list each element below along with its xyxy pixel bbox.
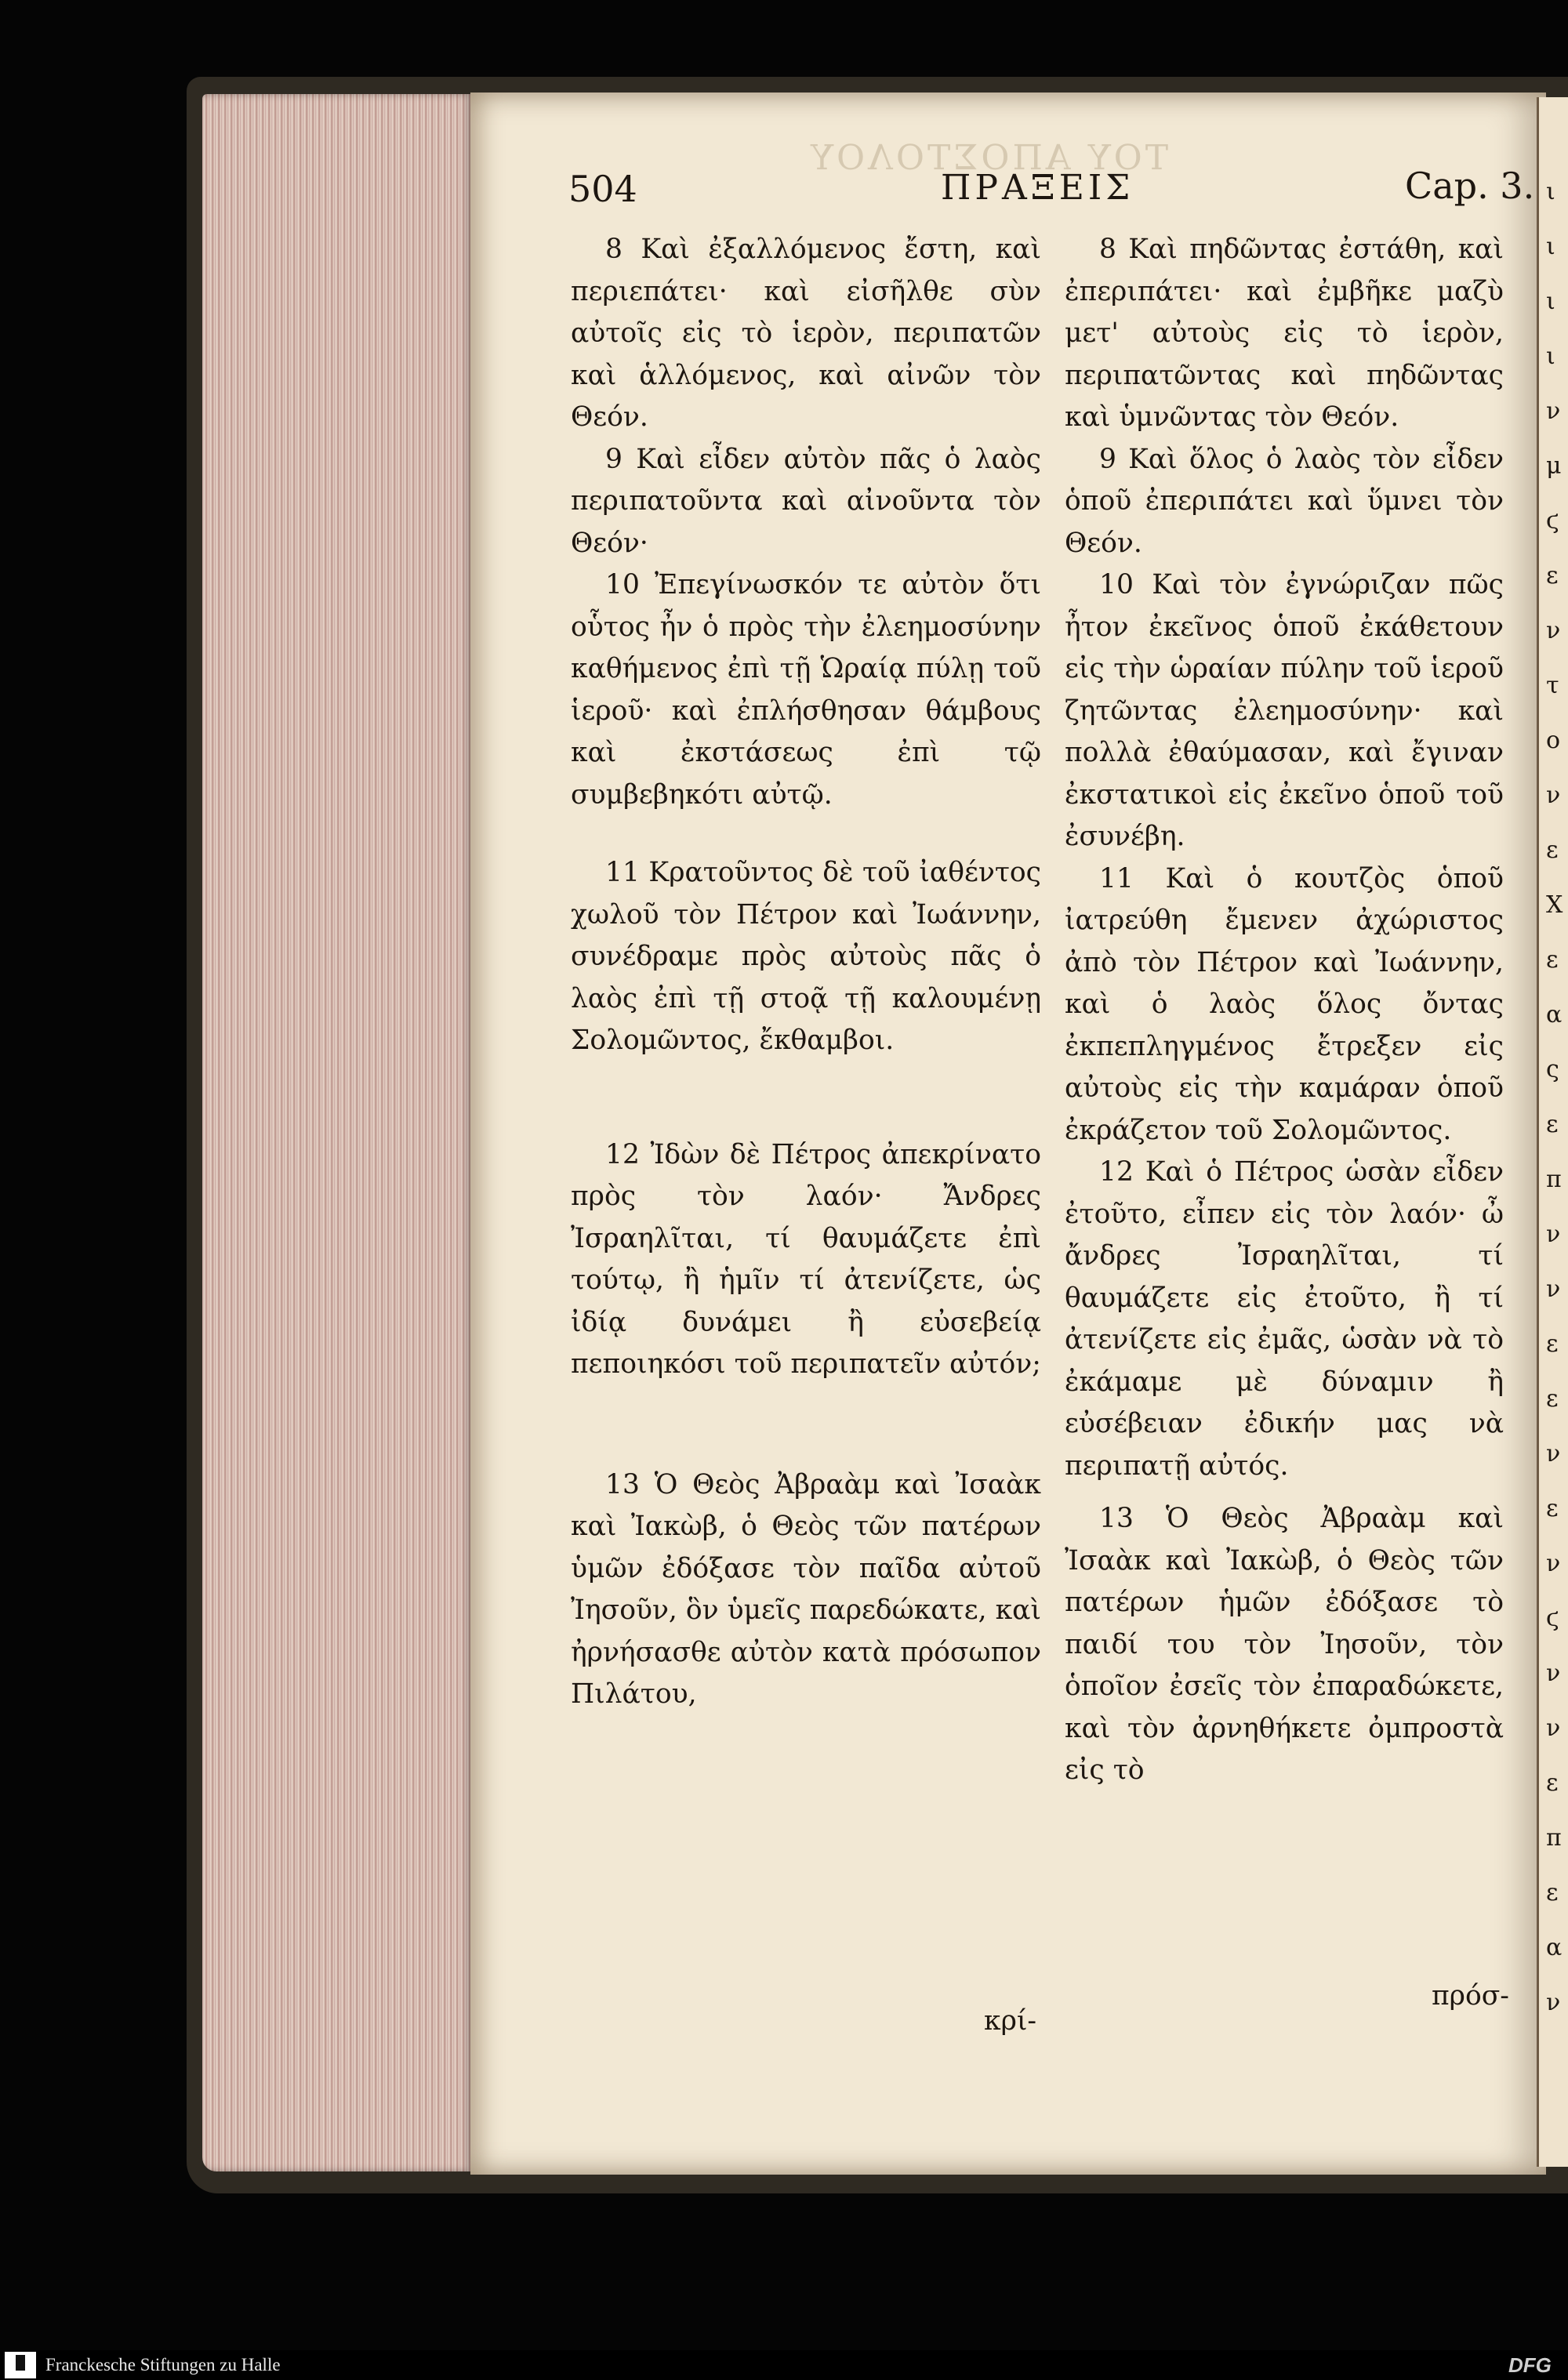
verse-number: 10 <box>1099 569 1134 600</box>
verse-number: 10 <box>605 569 640 600</box>
page-number: 504 <box>568 168 637 210</box>
dfg-logo: DFG <box>1508 2353 1552 2377</box>
verse-number: 9 <box>605 443 622 475</box>
verse-right-12 <box>1065 1152 1504 1487</box>
facing-page-glyphs: ι ι ι ι ν μ ϛ ε ν τ ο ν ε Χ ε α ς ε π ν ν ε ε ν ε ν ϛ ν ν ε π ε α ν <box>1546 178 1563 2016</box>
verse-text: Καὶ ὁ κουτζὸς ὁποῦ ἰατρεύθη ἔμενεν ἀχώριστος ἀπὸ τὸν Πέτρον καὶ Ἰωάννην, καὶ ὁ λαὸς ὅλος ὄντας ἐκπεπληγμένος ἔτρεξεν εἰς αὐτοὺς εἰς τὴν καμάραν ὁποῦ ἐκράζετον τοῦ Σολομῶντος. <box>1065 862 1504 1146</box>
verse-number: 13 <box>605 1468 640 1500</box>
verse-right-11 <box>1065 858 1504 1152</box>
verse-text: Ἐπεγίνωσκόν τε αὐτὸν ὅτι οὗτος ἦν ὁ πρὸς τὴν ἐλεημοσύνην καθήμενος ἐπὶ τῇ Ὡραίᾳ πύλῃ τοῦ ἱεροῦ· καὶ ἐπλήσθησαν θάμβους καὶ ἐκστάσεως ἐπὶ τῷ συμβεβηκότι αὐτῷ. <box>571 569 1041 811</box>
verse-number: 12 <box>1099 1156 1134 1188</box>
page-edges <box>202 94 473 2171</box>
verse-text: Ὁ Θεὸς Ἀβραὰμ καὶ Ἰσαὰκ καὶ Ἰακὼβ, ὁ Θεὸς τῶν πατέρων ὑμῶν ἐδόξασε τὸν παῖδα αὐτοῦ Ἰησοῦν, ὃν ὑμεῖς παρεδώκατε, καὶ ἠρνήσασθε αὐτὸν κατὰ πρόσωπον Πιλάτου, <box>571 1468 1041 1710</box>
verse-text: Κρατοῦντος δὲ τοῦ ἰαθέντος χωλοῦ τὸν Πέτρον καὶ Ἰωάννην, συνέδραμε πρὸς αὐτοὺς πᾶς ὁ λαὸς ἐπὶ τῇ στοᾷ τῇ καλουμένῃ Σολομῶντος, ἔκθαμβοι. <box>571 857 1041 1056</box>
verse-number: 8 <box>605 234 622 265</box>
right-column <box>1065 229 1504 1792</box>
verse-left-13 <box>571 1464 1041 1716</box>
verse-number: 9 <box>1099 443 1116 475</box>
verse-text: Ἰδὼν δὲ Πέτρος ἀπεκρίνατο πρὸς τὸν λαόν· Ἄνδρες Ἰσραηλῖται, τί θαυμάζετε ἐπὶ τούτῳ, ἢ ἡμῖν τί ἀτενίζετε, ὡς ἰδίᾳ δυνάμει ἢ εὐσεβείᾳ πεποιηκόσι τοῦ περιπατεῖν αὐτόν; <box>571 1138 1041 1380</box>
verse-number: 12 <box>605 1138 640 1170</box>
institution-name: Franckesche Stiftungen zu Halle <box>45 2355 281 2375</box>
verse-right-9 <box>1065 439 1504 565</box>
verse-text: Καὶ πηδῶντας ἐστάθη, καὶ ἐπεριπάτει· καὶ ἐμβῆκε μαζὺ μετ' αὐτοὺς εἰς τὸ ἱερὸν, περιπατῶντας καὶ πηδῶντας καὶ ὑμνῶντας τὸν Θεόν. <box>1065 234 1504 433</box>
catchword-right: πρόσ- <box>1432 1980 1509 2012</box>
verse-text: Καὶ εἶδεν αὐτὸν πᾶς ὁ λαὸς περιπατοῦντα καὶ αἰνοῦντα τὸν Θεόν· <box>571 443 1042 559</box>
verse-text: Καὶ ὅλος ὁ λαὸς τὸν εἶδεν ὁποῦ ἐπεριπάτει καὶ ὕμνει τὸν Θεόν. <box>1065 443 1504 559</box>
catchword-left: κρί- <box>984 2005 1037 2037</box>
verse-number: 13 <box>1099 1503 1134 1534</box>
running-head: ΠΡΑΞΕΙΣ <box>941 168 1134 208</box>
verse-left-9 <box>571 439 1041 565</box>
verse-left-8 <box>571 229 1041 439</box>
left-column <box>571 229 1041 1716</box>
verse-left-12 <box>571 1134 1041 1386</box>
verse-text: Καὶ τὸν ἐγνώριζαν πῶς ἦτον ἐκεῖνος ὁποῦ ἐκάθετουν εἰς τὴν ὡραίαν πύλην τοῦ ἱεροῦ ζητῶντας ἐλεημοσύνην· καὶ πολλὰ ἐθαύμασαν, καὶ ἔγιναν ἐκστατικοὶ εἰς ἐκεῖνο ὁποῦ τοῦ ἐσυνέβη. <box>1065 569 1504 852</box>
institution-logo-icon <box>5 2352 36 2378</box>
verse-text: Καὶ ἐξαλλόμενος ἔστη, καὶ περιεπάτει· καὶ εἰσῆλθε σὺν αὐτοῖς εἰς τὸ ἱερὸν, περιπατῶν καὶ ἁλλόμενος, καὶ αἰνῶν τὸν Θεόν. <box>571 234 1041 433</box>
chapter-label: Cap. 3. <box>1405 165 1535 207</box>
verse-left-10 <box>571 564 1041 816</box>
verse-right-8 <box>1065 229 1504 439</box>
verse-text: Ὁ Θεὸς Ἀβραὰμ καὶ Ἰσαὰκ καὶ Ἰακὼβ, ὁ Θεὸς τῶν πατέρων ἡμῶν ἐδόξασε τὸ παιδί του τὸν Ἰησοῦν, τὸν ὁποῖον ἐσεῖς τὸν ἐπαραδώκετε, καὶ τὸν ἀρνηθήκετε ὀμπροστὰ εἰς τὸ <box>1065 1503 1504 1786</box>
verse-right-10 <box>1065 564 1504 858</box>
verse-right-13 <box>1065 1498 1504 1792</box>
verse-left-11 <box>571 852 1041 1062</box>
verse-number: 11 <box>605 857 640 888</box>
bleed-through-text: ΤΟΥ ΑΠΟΣΤΟΛΟΥ <box>808 138 1169 178</box>
verse-number: 11 <box>1099 862 1134 894</box>
verse-text: Καὶ ὁ Πέτρος ὡσὰν εἶδεν ἐτοῦτο, εἶπεν εἰς τὸν λαόν· ὦ ἄνδρες Ἰσραηλῖται, τί θαυμάζετε εἰς ἐτοῦτο, ἢ τί ἀτενίζετε εἰς ἐμᾶς, ὡσὰν νὰ τὸ ἐκάμαμε μὲ δύναμιν ἢ εὐσέβειαν ἐδικήν μας νὰ περιπατῇ αὐτός. <box>1065 1156 1504 1482</box>
verse-number: 8 <box>1099 234 1116 265</box>
